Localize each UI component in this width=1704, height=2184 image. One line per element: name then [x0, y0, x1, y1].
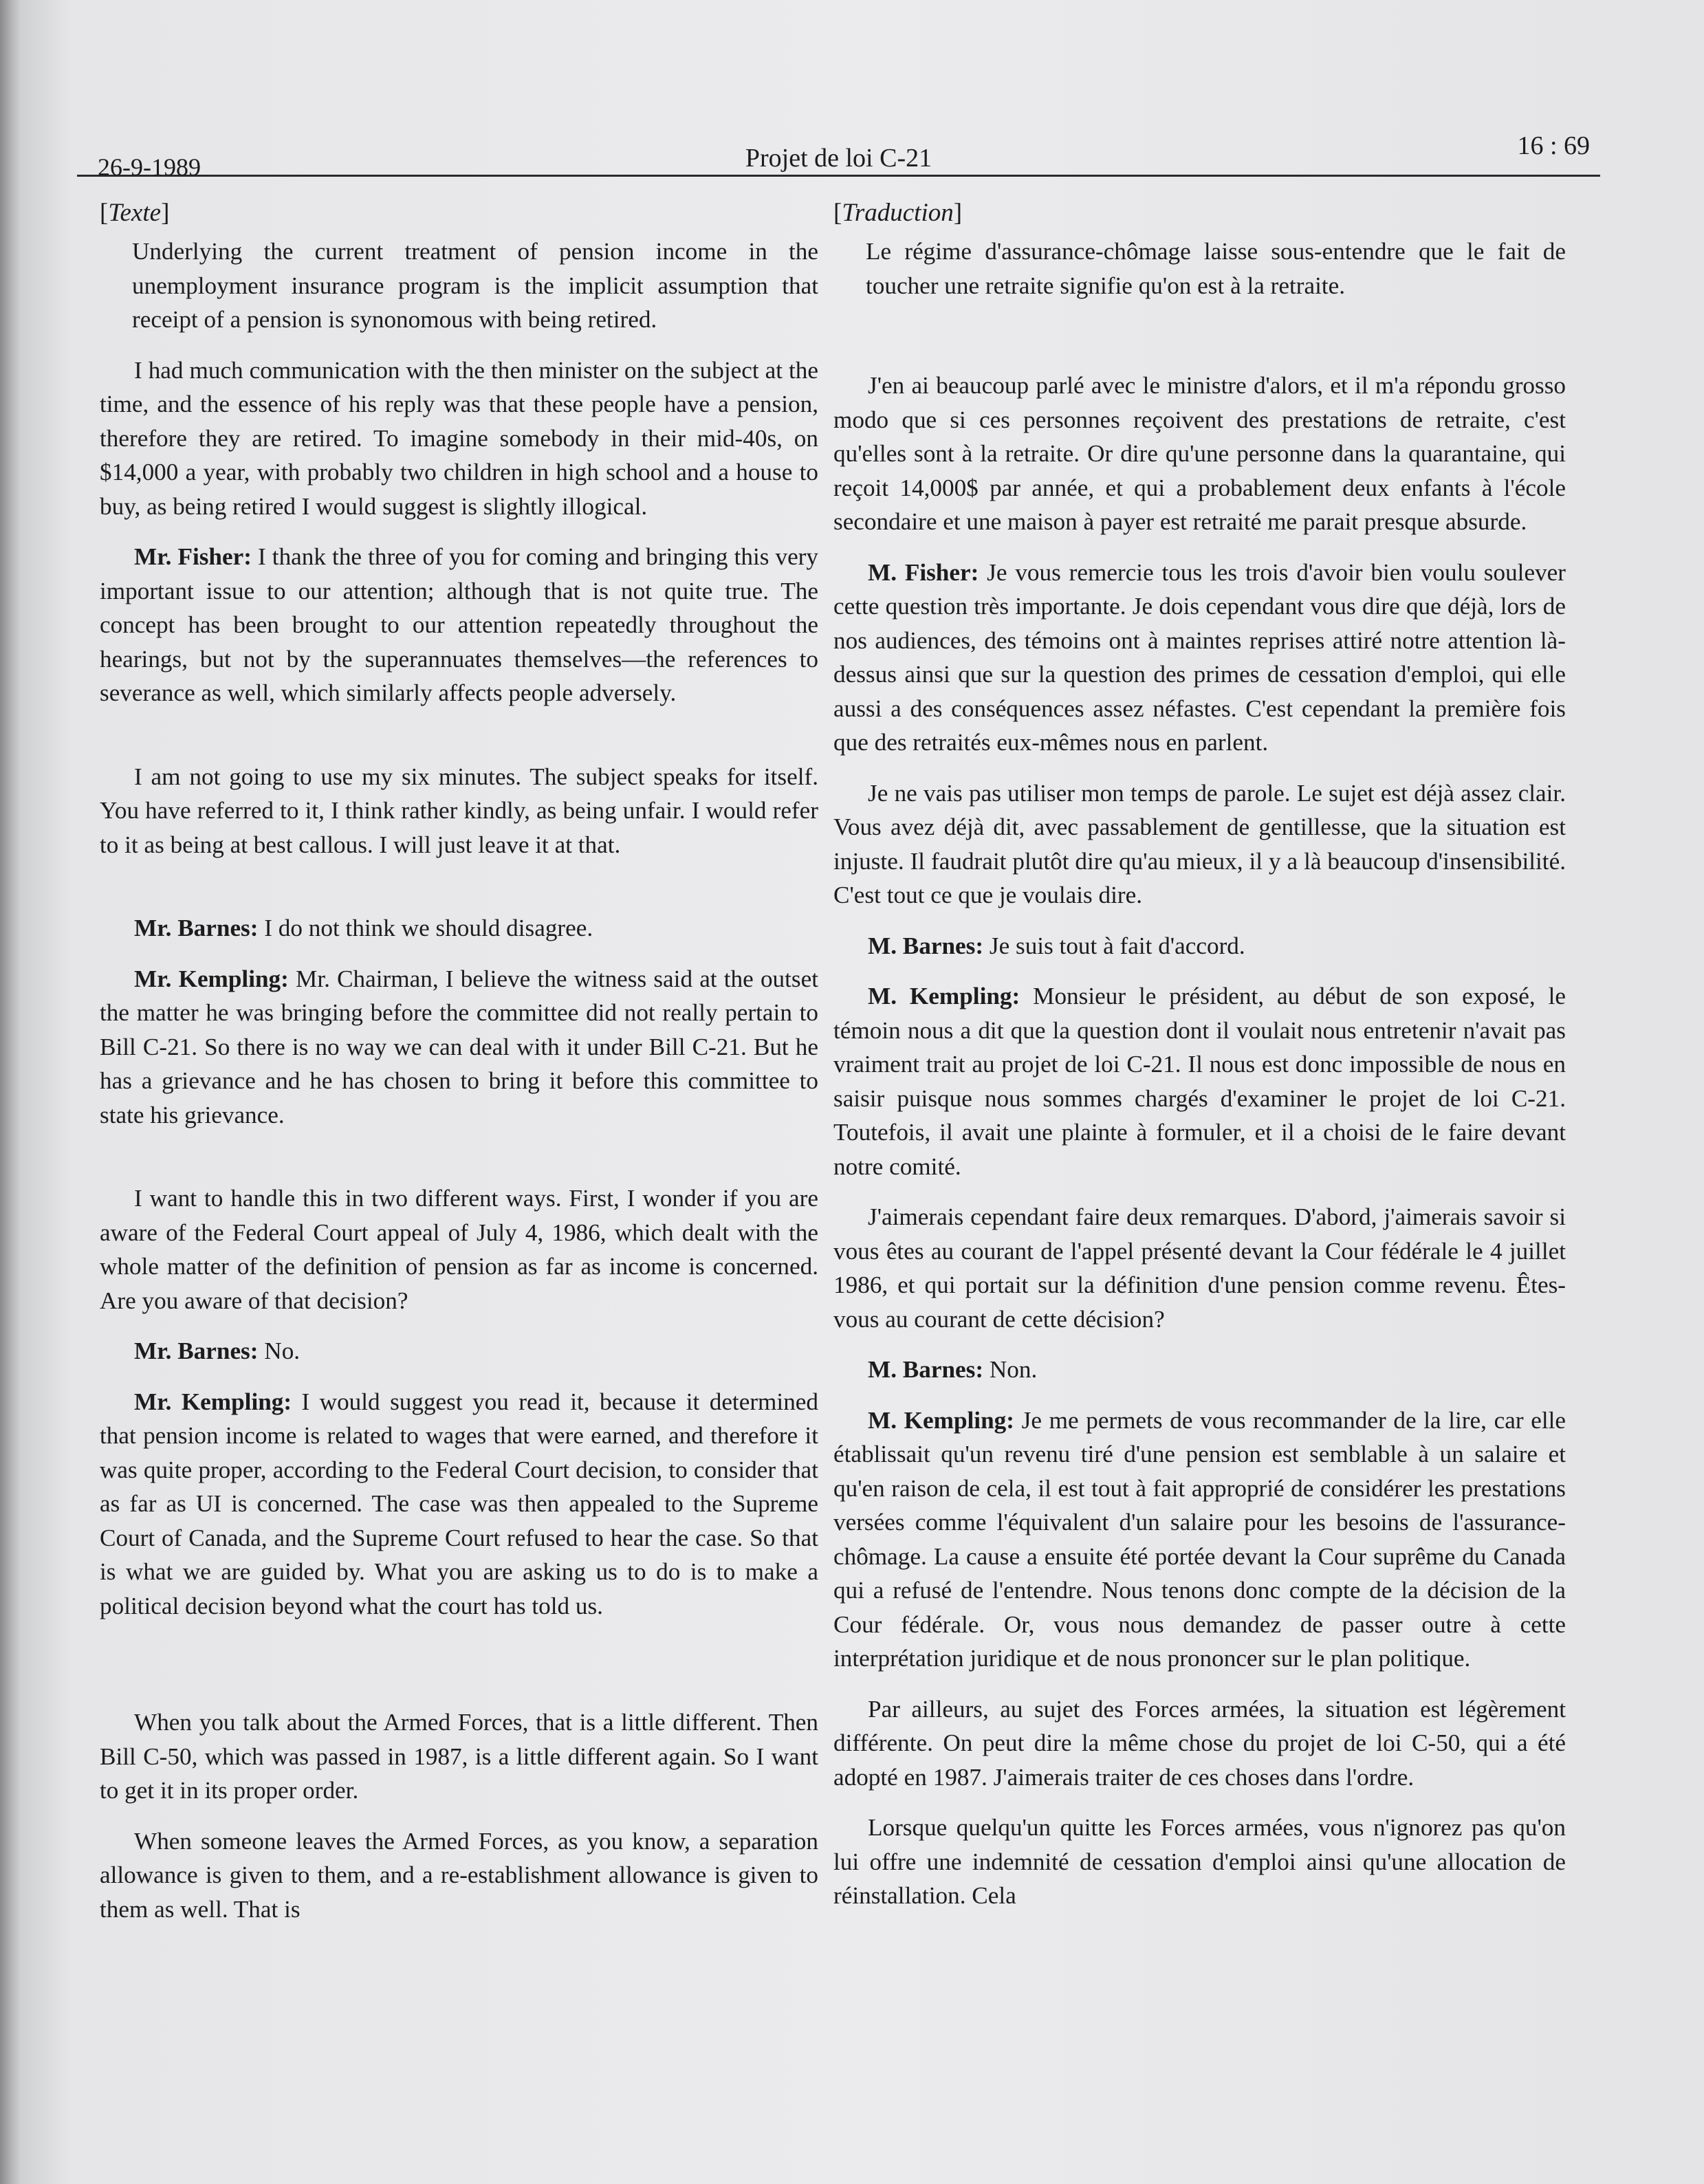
paragraph — [100, 1334, 818, 1368]
paragraph: J'en ai beaucoup parlé avec le ministre d'alors, et il m'a répondu grosso modo que si ces personnes reçoivent des prestations de retraite, c'est qu'elles sont à la retraite. Or dire qu'une personne dans la quarantaine, qui reçoit 14,000$ par année, et qui a probablement deux enfants à l'école secondaire et une maison à payer est retraité me parait presque absurde. — [833, 372, 1566, 535]
speaker-name: M. Fisher: — [868, 558, 979, 586]
speaker-name: Mr. Fisher: — [134, 543, 252, 570]
speech-text: I thank the three of you for coming and bringing this very important issue to our attention; although that is not quite true. The concept has been brought to our attention repeatedly throughout the hearings, but not by the superannuates themselves—the references to severance as well, which similarly affects people adversely. — [100, 543, 818, 706]
speech-text: Non. — [983, 1356, 1038, 1383]
paragraph — [100, 1385, 818, 1624]
paragraph: I had much communication with the then minister on the subject at the time, and the essence of his reply was that these people have a pension, therefore they are retired. To imagine somebody in their mid-40s, on $14,000 a year, with probably two children in high school and a house to buy, as being retired I would suggest is slightly illogical. — [100, 356, 818, 520]
speech-text: I would suggest you read it, because it determined that pension income is related to wages that were earned, and therefore it was quite proper, according to the Federal Court decision, to consider that as far as UI is concerned. The case was then appealed to the Supreme Court of Canada, and the Supreme Court refused to hear the case. So that is what we are guided by. What you are asking us to do is to make a political decision beyond what the court has told us. — [100, 1388, 819, 1619]
speaker-name: Mr. Barnes: — [134, 915, 259, 941]
speaker-name: Mr. Kempling: — [134, 1388, 292, 1415]
paragraph — [833, 929, 1566, 963]
paragraph: Par ailleurs, au sujet des Forces armées, la situation est légèrement différente. On peut dire la même chose du projet de loi C-50, qui a été adopté en 1987. J'aimerais traiter de ces choses dans l'ordre. — [833, 1695, 1566, 1791]
book-binding-shadow — [0, 0, 21, 2184]
speaker-name: M. Kempling: — [868, 983, 1020, 1009]
paragraph — [100, 911, 818, 946]
language-marker-texte: [Texte] — [100, 199, 170, 227]
header-page-number: 16 : 69 — [1517, 131, 1590, 160]
paragraph: When you talk about the Armed Forces, that is a little different. Then Bill C-50, which was passed in 1987, is a little different again. So I want to get it in its proper order. — [100, 1709, 818, 1804]
paragraph — [833, 1404, 1566, 1676]
speech-text: Je me permets de vous recommander de la lire, car elle établissait qu'un revenu tiré d'une pension est semblable à un salaire et qu'en raison de cela, il est tout à fait approprié de considérer les prestations versées comme l'équivalent d'un salaire pour les besoins de l'assurance-chômage. La cause a ensuite été portée devant la Cour suprême du Canada qui a refusé de l'entendre. Nous tenons donc compte de la décision de la Cour fédérale. Or, vous nous demandez de passer outre à cette interprétation juridique et de nous prononcer sur le plan politique. — [833, 1406, 1566, 1672]
speaker-name: Mr. Kempling: — [134, 965, 289, 992]
paragraph: J'aimerais cependant faire deux remarques. D'abord, j'aimerais savoir si vous êtes au courant de l'appel présenté devant la Cour fédérale le 4 juillet 1986, et qui portait sur la définition d'une pension comme revenu. Êtes-vous au courant de cette décision? — [833, 1203, 1566, 1333]
speech-text: No. — [258, 1337, 301, 1364]
speech-text: Mr. Chairman, I believe the witness said at the outset the matter he was bringing before the committee did not really pertain to Bill C-21. So there is no way we can deal with it under Bill C-21. But he has a grievance and he has chosen to bring it before this committee to state his grievance. — [100, 965, 818, 1128]
speech-text: Monsieur le président, au début de son exposé, le témoin nous a dit que la question dont il voulait nous entretenir n'avait pas vraiment trait au projet de loi C-21. Il nous est donc impossible de nous en saisir puisque nous sommes chargés d'examiner le projet de loi C-21. Toutefois, il avait une plainte à formuler, et il a choisi de le faire devant notre comité. — [833, 983, 1566, 1180]
paragraph: Underlying the current treatment of pension income in the unemployment insurance program is the implicit assumption that receipt of a pension is synonomous with being retired. — [132, 238, 818, 333]
paragraph — [833, 979, 1566, 1183]
header-date: 26-9-1989 — [98, 153, 201, 181]
paragraph — [833, 556, 1566, 760]
paragraph: I am not going to use my six minutes. The subject speaks for itself. You have referred to it, I think rather kindly, as being unfair. I would refer to it as being at best callous. I will just leave it at that. — [100, 763, 818, 858]
paragraph — [100, 962, 818, 1133]
paragraph — [833, 1353, 1566, 1387]
french-column — [833, 196, 1566, 1930]
speech-text: I do not think we should disagree. — [258, 915, 593, 941]
speech-text: Je vous remercie tous les trois d'avoir bien voulu soulever cette question très importante. Je dois cependant vous dire que déjà, lors de nos audiences, des témoins ont à maintes reprises attiré notre attention là-dessus ainsi que sur la question des primes de cessation d'emploi, qui elle aussi a des conséquences assez néfastes. C'est cependant la première fois que des retraités eux-mêmes nous en parlent. — [833, 558, 1566, 756]
speaker-name: Mr. Barnes: — [134, 1337, 259, 1364]
paragraph: Le régime d'assurance-chômage laisse sous-entendre que le fait de toucher une retraite signifie qu'on est à la retraite. — [866, 238, 1566, 299]
speech-text: Je suis tout à fait d'accord. — [983, 932, 1245, 959]
language-marker-traduction: [Traduction] — [833, 199, 963, 227]
page-header — [77, 124, 1600, 181]
english-column — [100, 196, 818, 1943]
header-title: Projet de loi C-21 — [745, 144, 932, 173]
paragraph: I want to handle this in two different ways. First, I wonder if you are aware of the Federal Court appeal of July 4, 1986, which dealt with the whole matter of the definition of pension as far as income is concerned. Are you aware of that decision? — [100, 1185, 818, 1314]
speaker-name: M. Kempling: — [868, 1406, 1014, 1434]
paragraph — [100, 540, 818, 710]
paragraph: Je ne vais pas utiliser mon temps de parole. Le sujet est déjà assez clair. Vous avez déjà dit, avec passablement de gentillesse, que la situation est injuste. Il faudrait plutôt dire qu'au mieux, il y a là beaucoup d'insensibilité. C'est tout ce que je voulais dire. — [833, 779, 1566, 908]
speaker-name: M. Barnes: — [868, 1356, 984, 1383]
speaker-name: M. Barnes: — [868, 932, 984, 959]
paragraph: When someone leaves the Armed Forces, as you know, a separation allowance is given to them, and a re-establishment allowance is given to them as well. That is — [100, 1827, 818, 1923]
paragraph: Lorsque quelqu'un quitte les Forces armées, vous n'ignorez pas qu'on lui offre une indemnité de cessation d'emploi ainsi qu'une allocation de réinstallation. Cela — [833, 1814, 1566, 1909]
